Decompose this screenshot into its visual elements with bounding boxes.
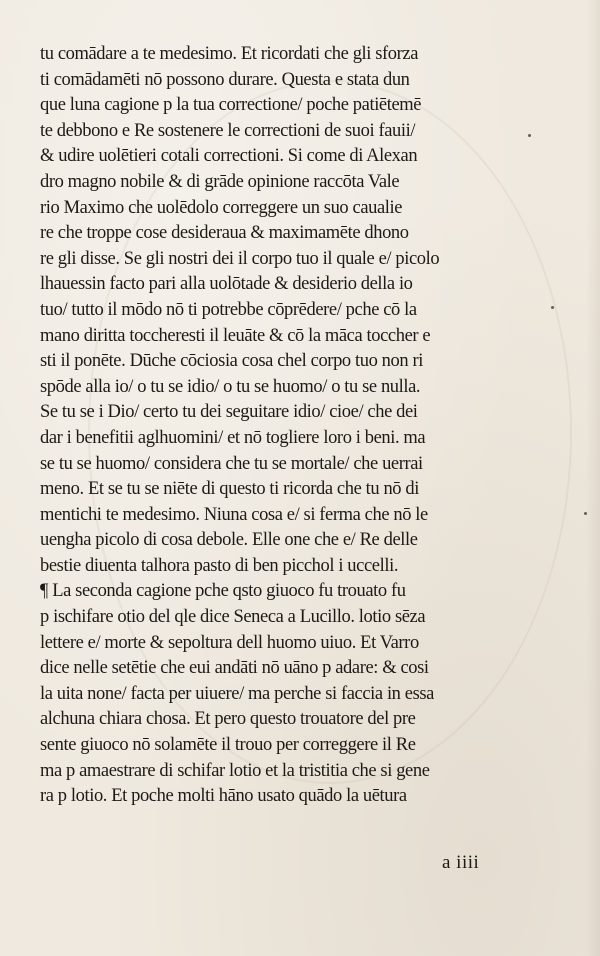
text-line: sente giuoco nō solamēte il trouo per correggere il Re <box>40 735 416 756</box>
text-line: dro magno nobile & di grāde opinione raccōta Vale <box>40 171 400 192</box>
text-line: bestie diuenta talhora pasto di ben picchol i uccelli. <box>40 555 399 576</box>
text-line: uengha picolo di cosa debole. Elle one che e/ Re delle <box>40 530 418 551</box>
text-line: alchuna chiara chosa. Et pero questo trouatore del pre <box>40 709 416 730</box>
text-line: ¶ La seconda cagione pche qsto giuoco fu trouato fu <box>40 581 406 602</box>
text-line: spōde alla io/ o tu se idio/ o tu se huomo/ o tu se nulla. <box>40 376 421 397</box>
text-line: Se tu se i Dio/ certo tu dei seguitare idio/ cioe/ che dei <box>40 402 418 423</box>
text-line: ma p amaestrare di schifar lotio et la tristitia che si gene <box>40 760 430 781</box>
text-line: lhauessin facto pari alla uolōtade & desiderio della io <box>40 274 413 295</box>
text-line: tu comādare a te medesimo. Et ricordati che gli sforza <box>40 44 419 64</box>
text-line: ti comādamēti nō possono durare. Questa e stata dun <box>40 69 410 90</box>
text-line: lettere e/ morte & sepoltura dell huomo uiuo. Et Varro <box>40 632 419 653</box>
text-line: dice nelle setētie che eui andāti nō uāno p adare: & cosi <box>40 658 429 679</box>
text-line: te debbono e Re sostenere le correctioni de suoi fauii/ <box>40 120 416 141</box>
ink-speck <box>584 512 587 515</box>
text-line: se tu se huomo/ considera che tu se mortale/ che uerrai <box>40 453 423 474</box>
body-text <box>40 42 560 810</box>
text-line: mano diritta toccheresti il leuāte & cō la māca toccher e <box>40 325 431 346</box>
text-line: la uita none/ facta per uiuere/ ma perche si faccia in essa <box>40 683 434 704</box>
page-edge-shadow <box>586 0 600 956</box>
signature-mark: a iiii <box>442 852 480 873</box>
text-line: tuo/ tutto il mōdo nō ti potrebbe cōprēdere/ pche cō la <box>40 299 417 320</box>
text-line: re gli disse. Se gli nostri dei il corpo tuo il quale e/ picolo <box>40 248 440 269</box>
text-line: meno. Et se tu se niēte di questo ti ricorda che tu nō di <box>40 479 419 500</box>
text-line: rio Maximo che uolēdolo correggere un suo caualie <box>40 197 403 218</box>
text-line: re che troppe cose desideraua & maximamēte dhono <box>40 223 409 244</box>
text-line: mentichi te medesimo. Niuna cosa e/ si ferma che nō le <box>40 504 428 525</box>
text-line: dar i benefitii aglhuomini/ et nō togliere loro i beni. ma <box>40 427 426 448</box>
text-line: ra p lotio. Et poche molti hāno usato quādo la uētura <box>40 786 407 807</box>
text-line: & udire uolētieri cotali correctioni. Si come di Alexan <box>40 146 418 167</box>
text-line: sti il ponēte. Dūche cōciosia cosa chel corpo tuo non ri <box>40 351 423 372</box>
text-line: p ischifare otio del qle dice Seneca a Lucillo. lotio sēza <box>40 607 426 628</box>
text-line: que luna cagione p la tua correctione/ poche patiētemē <box>40 95 422 116</box>
